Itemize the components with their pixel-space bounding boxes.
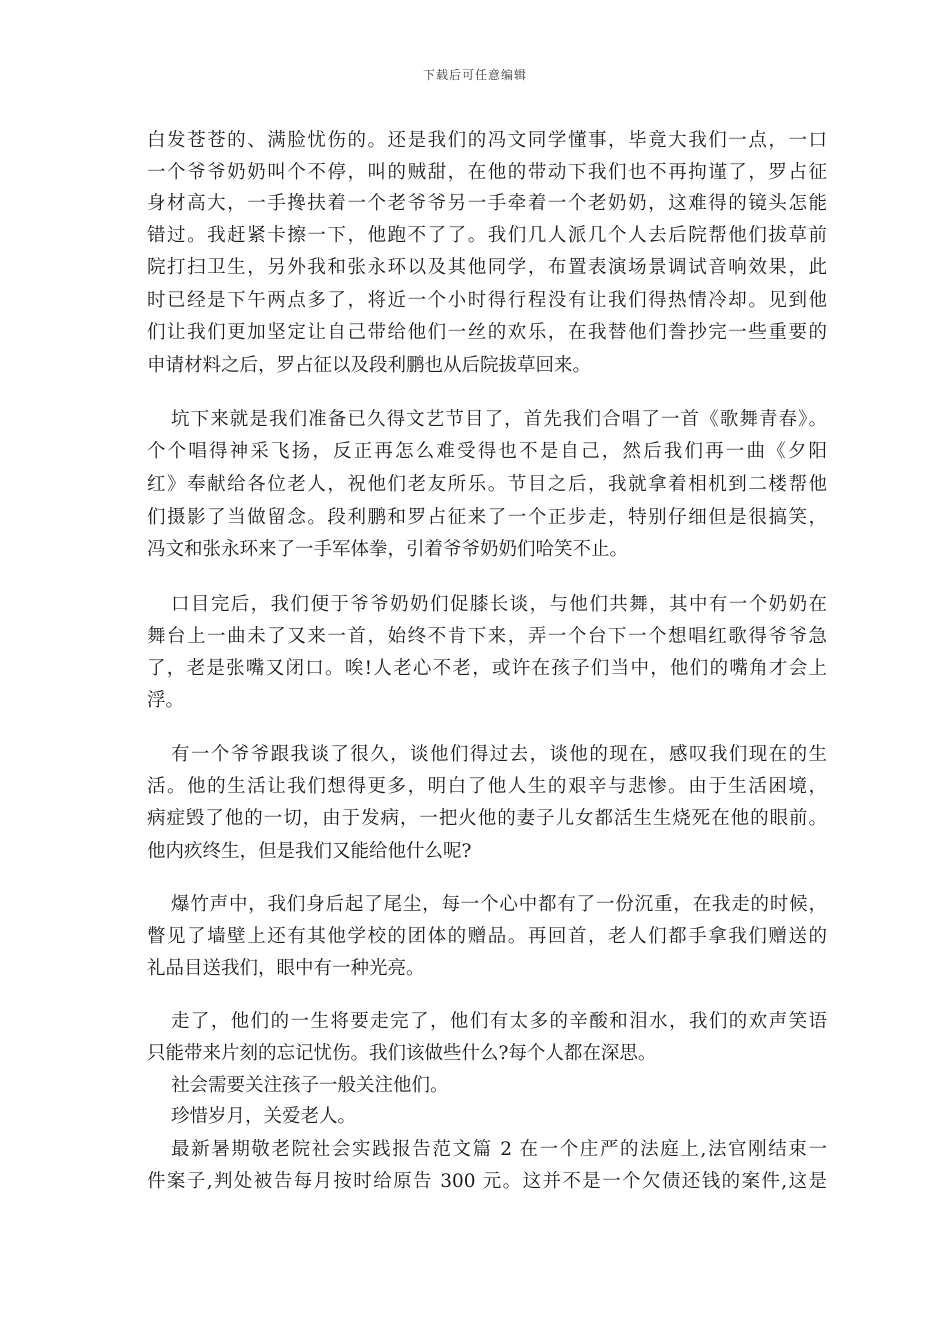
text-line: 坑下来就是我们准备已久得文艺节目了，首先我们合唱了一首《歌舞青春》。 [171,409,827,430]
text-line: 礼品目送我们，眼中有一种光亮。 [147,958,425,979]
text-line: 申请材料之后，罗占征以及段利鹏也从后院拔草回来。 [147,355,592,376]
text-line: 最新暑期敬老院社会实践报告范文篇 2 在一个庄严的法庭上,法官刚结束一 [171,1139,827,1160]
text-line: 走了，他们的一生将要走完了，他们有太多的辛酸和泪水，我们的欢声笑语 [171,1011,827,1032]
text-line: 了，老是张嘴又闭口。唉!人老心不老，或许在孩子们当中，他们的嘴角才会上 [147,658,827,679]
text-line: 们让我们更加坚定让自己带给他们一丝的欢乐，在我替他们誊抄完一些重要的 [147,322,827,343]
text-line: 件案子,判处被告每月按时给原告 300 元。这并不是一个欠债还钱的案件,这是 [147,1171,827,1192]
text-line: 冯文和张永环来了一手军体拳，引着爷爷奶奶们哈笑不止。 [147,539,629,560]
text-line: 病症毁了他的一切，由于发病，一把火他的妻子儿女都活生生烧死在他的眼前。 [147,808,827,829]
text-line: 浮。 [147,690,185,711]
text-line: 们摄影了当做留念。段利鹏和罗占征来了一个正步走，特别仔细但是很搞笑， [147,507,827,528]
text-line: 白发苍苍的、满脸忧伤的。还是我们的冯文同学懂事，毕竟大我们一点，一口 [147,130,827,151]
text-line: 一个爷爷奶奶叫个不停，叫的贼甜，在他的带动下我们也不再拘谨了，罗占征 [147,162,827,183]
page-header: 下载后可任意编辑 [422,68,527,82]
text-line: 口目完后，我们便于爷爷奶奶们促膝长谈，与他们共舞，其中有一个奶奶在 [171,594,827,615]
text-line: 有一个爷爷跟我谈了很久，谈他们得过去，谈他的现在，感叹我们现在的生 [171,744,827,765]
text-line: 只能带来片刻的忘记忧伤。我们该做些什么?每个人都在深思。 [147,1043,657,1064]
text-line: 身材高大，一手搀扶着一个老爷爷另一手牵着一个老奶奶，这难得的镜头怎能 [147,193,827,214]
text-line: 瞥见了墙壁上还有其他学校的团体的赠品。再回首，老人们都手拿我们赠送的 [147,926,827,947]
text-line: 红》奉献给各位老人，祝他们老友所乐。节目之后，我就拿着相机到二楼帮他 [147,474,827,495]
text-line: 个个唱得神采飞扬，反正再怎么难受得也不是自己，然后我们再一曲《夕阳 [147,441,827,462]
text-line: 舞台上一曲未了又来一首，始终不肯下来，弄一个台下一个想唱红歌得爷爷急 [147,626,827,647]
text-line: 他内疚终生，但是我们又能给他什么呢? [147,841,472,862]
text-line: 爆竹声中，我们身后起了尾尘，每一个心中都有了一份沉重，在我走的时候， [171,894,827,915]
text-line: 时已经是下午两点多了，将近一个小时得行程没有让我们得热情冷却。见到他 [147,290,827,311]
text-line: 错过。我赶紧卡擦一下，他跑不了了。我们几人派几个人去后院帮他们拔草前 [147,225,827,246]
text-line: 社会需要关注孩子一般关注他们。 [171,1075,449,1096]
text-line: 活。他的生活让我们想得更多，明白了他人生的艰辛与悲惨。由于生活困境， [147,776,827,797]
text-line: 院打扫卫生，另外我和张永环以及其他同学，布置表演场景调试音响效果，此 [147,257,827,278]
text-line: 珍惜岁月，关爱老人。 [171,1106,357,1127]
